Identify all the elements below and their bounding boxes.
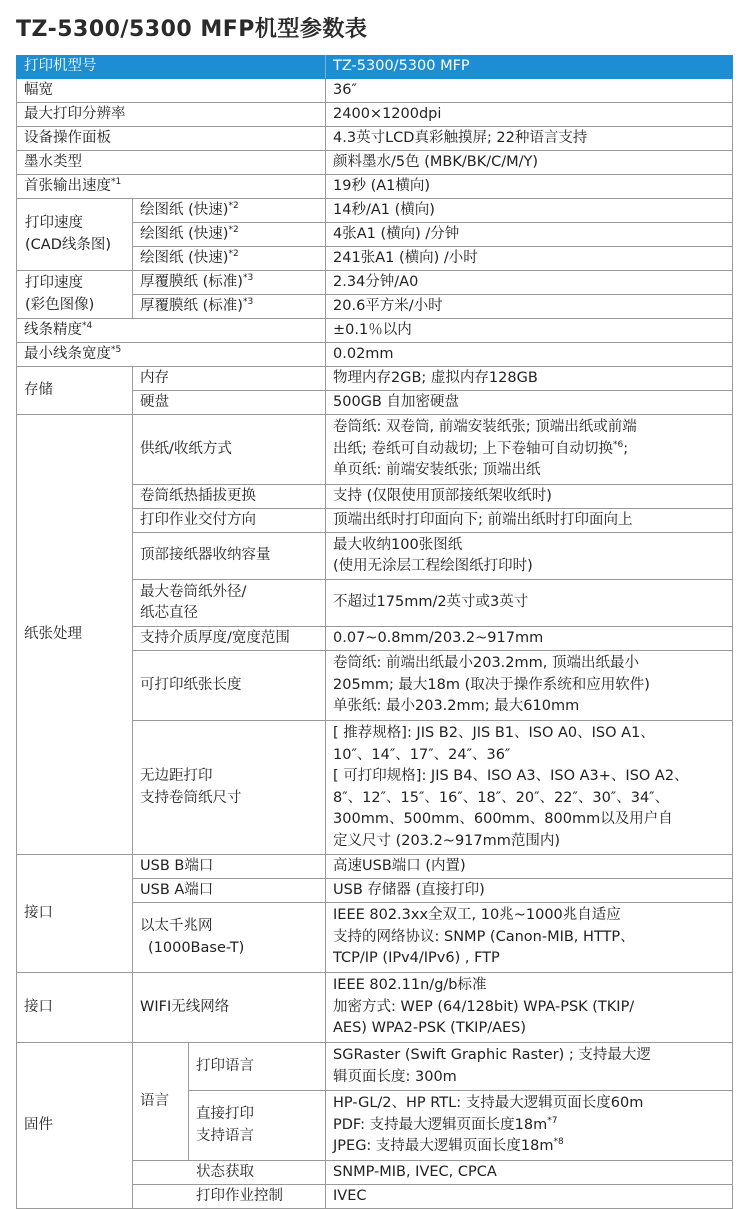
footnote-mark: *8: [553, 1137, 564, 1148]
subgroup-label-language: 语言: [133, 1043, 189, 1161]
group-label-line: (CAD线条图): [25, 236, 112, 253]
value-line: 300mm、500mm、600mm、800mm以及用户自: [333, 811, 673, 827]
row-label: USB B端口: [133, 855, 326, 879]
row-label: [133, 721, 326, 855]
value-line: [ 可打印规格]: JIS B4、ISO A3、ISO A3+、ISO A2、: [333, 768, 689, 784]
row-value: 0.02mm: [326, 343, 733, 367]
value-text: JPEG: 支持最大逻辑页面长度18m: [333, 1138, 554, 1155]
value-text: 出纸; 卷纸可自动裁切; 上下卷轴可自动切换: [333, 440, 614, 457]
label-text: 线条精度: [24, 321, 82, 338]
group-label-line: (彩色图像): [25, 296, 95, 313]
row-value: [326, 651, 733, 721]
row-value: 高速USB端口 (内置): [326, 855, 733, 879]
label-line: 无边距打印: [140, 768, 213, 784]
row-value: 0.07~0.8mm/203.2~917mm: [326, 627, 733, 651]
table-row: [17, 175, 733, 199]
row-label: USB A端口: [133, 879, 326, 903]
value-line: IEEE 802.3xx全双工, 10兆~1000兆自适应: [333, 907, 621, 924]
row-label: [189, 1091, 326, 1161]
table-row: [17, 103, 733, 127]
row-value: [326, 1091, 733, 1161]
table-row: [17, 127, 733, 151]
row-label: 硬盘: [133, 391, 326, 415]
group-label-interface-wifi: 接口: [17, 973, 133, 1043]
row-label: 供纸/收纸方式: [133, 415, 326, 485]
value-line: [333, 1115, 732, 1137]
row-value: SNMP-MIB, IVEC, CPCA: [326, 1161, 733, 1185]
value-line: 单页纸: 前端安装纸张; 顶端出纸: [333, 462, 541, 479]
row-label: [133, 271, 326, 295]
table-row: [17, 151, 733, 175]
table-row: [17, 79, 733, 103]
row-value: 4张A1 (横向) /分钟: [326, 223, 733, 247]
spec-table: [16, 55, 733, 1209]
table-row: [17, 319, 733, 343]
value-line: (使用无涂层工程绘图纸打印时): [333, 558, 533, 574]
label-line: 以太千兆网: [140, 918, 213, 934]
footnote-mark: *1: [111, 176, 122, 187]
footnote-mark: *3: [242, 272, 254, 283]
value-line: 卷筒纸: 前端出纸最小203.2mm, 顶端出纸最小: [333, 655, 639, 672]
group-label-line: 打印速度: [25, 215, 83, 231]
group-label-speed-cad: [17, 199, 133, 271]
label-text: 首张输出速度: [24, 177, 111, 194]
row-value: 物理内存2GB; 虚拟内存128GB: [326, 367, 733, 391]
row-label: [133, 903, 326, 973]
value-line: AES) WPA2-PSK (TKIP/AES): [333, 1020, 527, 1037]
row-value: 241张A1 (横向) /小时: [326, 247, 733, 271]
row-label: [17, 319, 326, 343]
value-line: 205mm; 最大18m (取决于操作系统和应用软件): [333, 676, 650, 693]
row-label: [17, 343, 326, 367]
row-value: 500GB 自加密硬盘: [326, 391, 733, 415]
value-line: TCP/IP (IPv4/IPv6) , FTP: [333, 950, 500, 967]
label-line: 支持语言: [196, 1127, 254, 1144]
row-label: 最大打印分辨率: [17, 103, 326, 127]
table-header-row: [17, 56, 733, 79]
page-title: TZ-5300/5300 MFP机型参数表: [16, 17, 368, 42]
table-row: [17, 973, 733, 1043]
value-text: ;: [623, 440, 629, 457]
header-value: TZ-5300/5300 MFP: [326, 56, 733, 79]
footnote-mark: *5: [111, 344, 122, 355]
footnote-mark: *7: [547, 1115, 558, 1126]
group-label-firmware: 固件: [17, 1043, 133, 1209]
row-label: 内存: [133, 367, 326, 391]
label-line: 纸芯直径: [140, 605, 198, 621]
row-label: [133, 295, 326, 319]
label-text: 绘图纸 (快速): [140, 201, 229, 218]
group-label-speed-color: [17, 271, 133, 319]
row-value: 颜料墨水/5色 (MBK/BK/C/M/Y): [326, 151, 733, 175]
footnote-mark: *4: [82, 320, 93, 331]
value-line: IEEE 802.11n/g/b标准: [333, 977, 487, 994]
row-label: [133, 247, 326, 271]
label-text: 最小线条宽度: [24, 345, 111, 362]
value-line: 支持的网络协议: SNMP (Canon-MIB, HTTP、: [333, 928, 635, 945]
value-line: 定义尺寸 (203.2~917mm范围内): [333, 832, 561, 849]
value-line: [ 推荐规格]: JIS B2、JIS B1、ISO A0、ISO A1、: [333, 725, 655, 741]
group-label-paper: 纸张处理: [17, 415, 133, 855]
row-value: 2400×1200dpi: [326, 103, 733, 127]
table-row: [17, 1043, 733, 1091]
row-value: 19秒 (A1横向): [326, 175, 733, 199]
row-label: 顶部接纸器收纳容量: [133, 533, 326, 580]
label-line: 支持卷筒纸尺寸: [140, 789, 242, 806]
table-row: [17, 367, 733, 391]
row-value: 20.6平方米/小时: [326, 295, 733, 319]
value-line: 加密方式: WEP (64/128bit) WPA-PSK (TKIP/: [333, 998, 635, 1015]
footnote-mark: *3: [242, 296, 254, 307]
label-text: 绘图纸 (快速): [140, 249, 229, 266]
table-row: [17, 343, 733, 367]
footnote-mark: *2: [228, 248, 239, 259]
footnote-mark: *2: [228, 200, 239, 211]
table-row: [17, 271, 733, 295]
row-label: 设备操作面板: [17, 127, 326, 151]
label-line: 最大卷筒纸外径/: [140, 583, 247, 600]
label-text: 绘图纸 (快速): [140, 225, 229, 242]
row-value: [326, 903, 733, 973]
row-value: 2.34分钟/A0: [326, 271, 733, 295]
row-label: 墨水类型: [17, 151, 326, 175]
value-text: PDF: 支持最大逻辑页面长度18m: [333, 1116, 548, 1133]
row-value: [326, 415, 733, 485]
label-text: 厚覆膜纸 (标准): [140, 297, 243, 314]
value-line: [333, 439, 732, 461]
row-label: [17, 175, 326, 199]
row-label: 打印作业交付方向: [133, 509, 326, 533]
row-label: 打印作业控制: [133, 1185, 326, 1209]
value-line: 单张纸: 最小203.2mm; 最大610mm: [333, 698, 580, 715]
header-label: 打印机型号: [17, 56, 326, 79]
row-value: [326, 533, 733, 580]
row-value: IVEC: [326, 1185, 733, 1209]
row-value: USB 存储器 (直接打印): [326, 879, 733, 903]
row-label: [133, 580, 326, 627]
row-value: [326, 1043, 733, 1091]
row-value: 顶端出纸时打印面向下; 前端出纸时打印面向上: [326, 509, 733, 533]
row-label: [133, 223, 326, 247]
row-label: 状态获取: [133, 1161, 326, 1185]
table-row: [17, 855, 733, 879]
row-value: 14秒/A1 (横向): [326, 199, 733, 223]
row-label: 支持介质厚度/宽度范围: [133, 627, 326, 651]
value-line: HP-GL/2、HP RTL: 支持最大逻辑页面长度60m: [333, 1095, 644, 1112]
row-label: 可打印纸张长度: [133, 651, 326, 721]
row-value: 不超过175mm/2英寸或3英寸: [326, 580, 733, 627]
row-value: [326, 973, 733, 1043]
value-line: 最大收纳100张图纸: [333, 536, 463, 553]
value-line: [333, 1136, 732, 1158]
table-row: [17, 199, 733, 223]
row-value: 4.3英寸LCD真彩触摸屏; 22种语言支持: [326, 127, 733, 151]
value-line: 10″、14″、17″、24″、36″: [333, 746, 511, 763]
value-line: 卷筒纸: 双卷筒, 前端安装纸张; 顶端出纸或前端: [333, 419, 637, 436]
value-line: 8″、12″、15″、16″、18″、20″、22″、30″、34″、: [333, 789, 670, 806]
row-value: 支持 (仅限使用顶部接纸架收纸时): [326, 485, 733, 509]
row-label: WIFI无线网络: [133, 973, 326, 1043]
table-row: [17, 415, 733, 485]
row-label: 幅宽: [17, 79, 326, 103]
group-label-storage: 存储: [17, 367, 133, 415]
row-value: 36″: [326, 79, 733, 103]
row-label: [133, 199, 326, 223]
row-value: [326, 721, 733, 855]
label-text: 厚覆膜纸 (标准): [140, 273, 243, 290]
footnote-mark: *6: [613, 439, 624, 450]
label-line: (1000Base-T): [148, 939, 245, 956]
group-label-interface: 接口: [17, 855, 133, 973]
footnote-mark: *2: [228, 224, 239, 235]
row-label: 打印语言: [189, 1043, 326, 1091]
value-line: SGRaster (Swift Graphic Raster) ; 支持最大逻: [333, 1047, 651, 1063]
group-label-line: 打印速度: [25, 275, 83, 291]
row-label: 卷筒纸热插拔更换: [133, 485, 326, 509]
label-line: 直接打印: [196, 1106, 254, 1122]
value-line: 辑页面长度: 300m: [333, 1068, 457, 1085]
row-value: ±0.1％以内: [326, 319, 733, 343]
